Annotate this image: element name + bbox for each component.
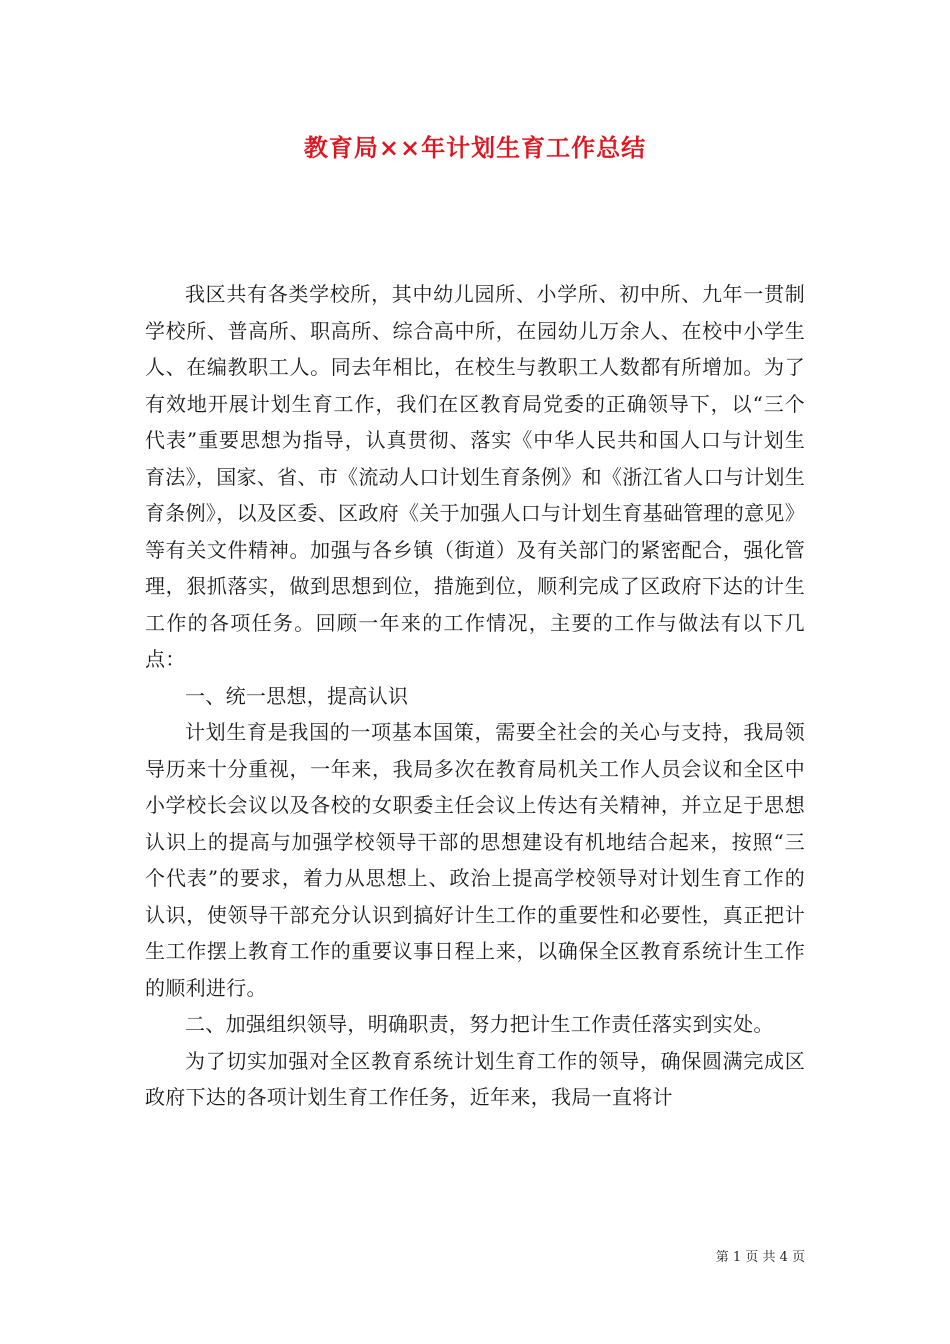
paragraph-intro: 我区共有各类学校所，其中幼儿园所、小学所、初中所、九年一贯制学校所、普高所、职高所、综合高中所，在园幼儿万余人、在校中小学生人、在编教职工人。同去年相比，在校生与教职工人数都有所增加。为了有效地开展计划生育工作，我们在区教育局党委的正确领导下，以“三个代表”重要思想为指导，认真贯彻、落实《中华人民共和国人口与计划生育法》，国家、省、市《流动人口计划生育条例》和《浙江省人口与计划生育条例》，以及区委、区政府《关于加强人口与计划生育基础管理的意见》等有关文件精神。加强与各乡镇（街道）及有关部门的紧密配合，强化管理，狠抓落实，做到思想到位，措施到位，顺利完成了区政府下达的计生工作的各项任务。回顾一年来的工作情况，主要的工作与做法有以下几点： [145, 282, 805, 671]
section-heading-2: 二、加强组织领导，明确职责，努力把计生工作责任落实到实处。 [185, 1012, 774, 1036]
document-title: 教育局××年计划生育工作总结 [303, 133, 647, 162]
paragraph-section-1: 计划生育是我国的一项基本国策，需要全社会的关心与支持，我局领导历来十分重视，一年来，我局多次在教育局机关工作人员会议和全区中小学校长会议以及各校的女职委主任会议上传达有关精神，并立足于思想认识上的提高与加强学校领导干部的思想建设有机地结合起来，按照“三个代表”的要求，着力从思想上、政治上提高学校领导对计划生育工作的认识，使领导干部充分认识到搞好计生工作的重要性和必要性，真正把计生工作摆上教育工作的重要议事日程上来，以确保全区教育系统计生工作的顺利进行。 [145, 720, 805, 1000]
paragraph-section-2: 为了切实加强对全区教育系统计划生育工作的领导，确保圆满完成区政府下达的各项计划生育工作任务，近年来，我局一直将计 [145, 1048, 805, 1109]
page-number-footer: 第 1 页 共 4 页 [715, 1250, 805, 1265]
section-heading-1: 一、统一思想，提高认识 [185, 683, 409, 708]
document-body [145, 276, 805, 1116]
